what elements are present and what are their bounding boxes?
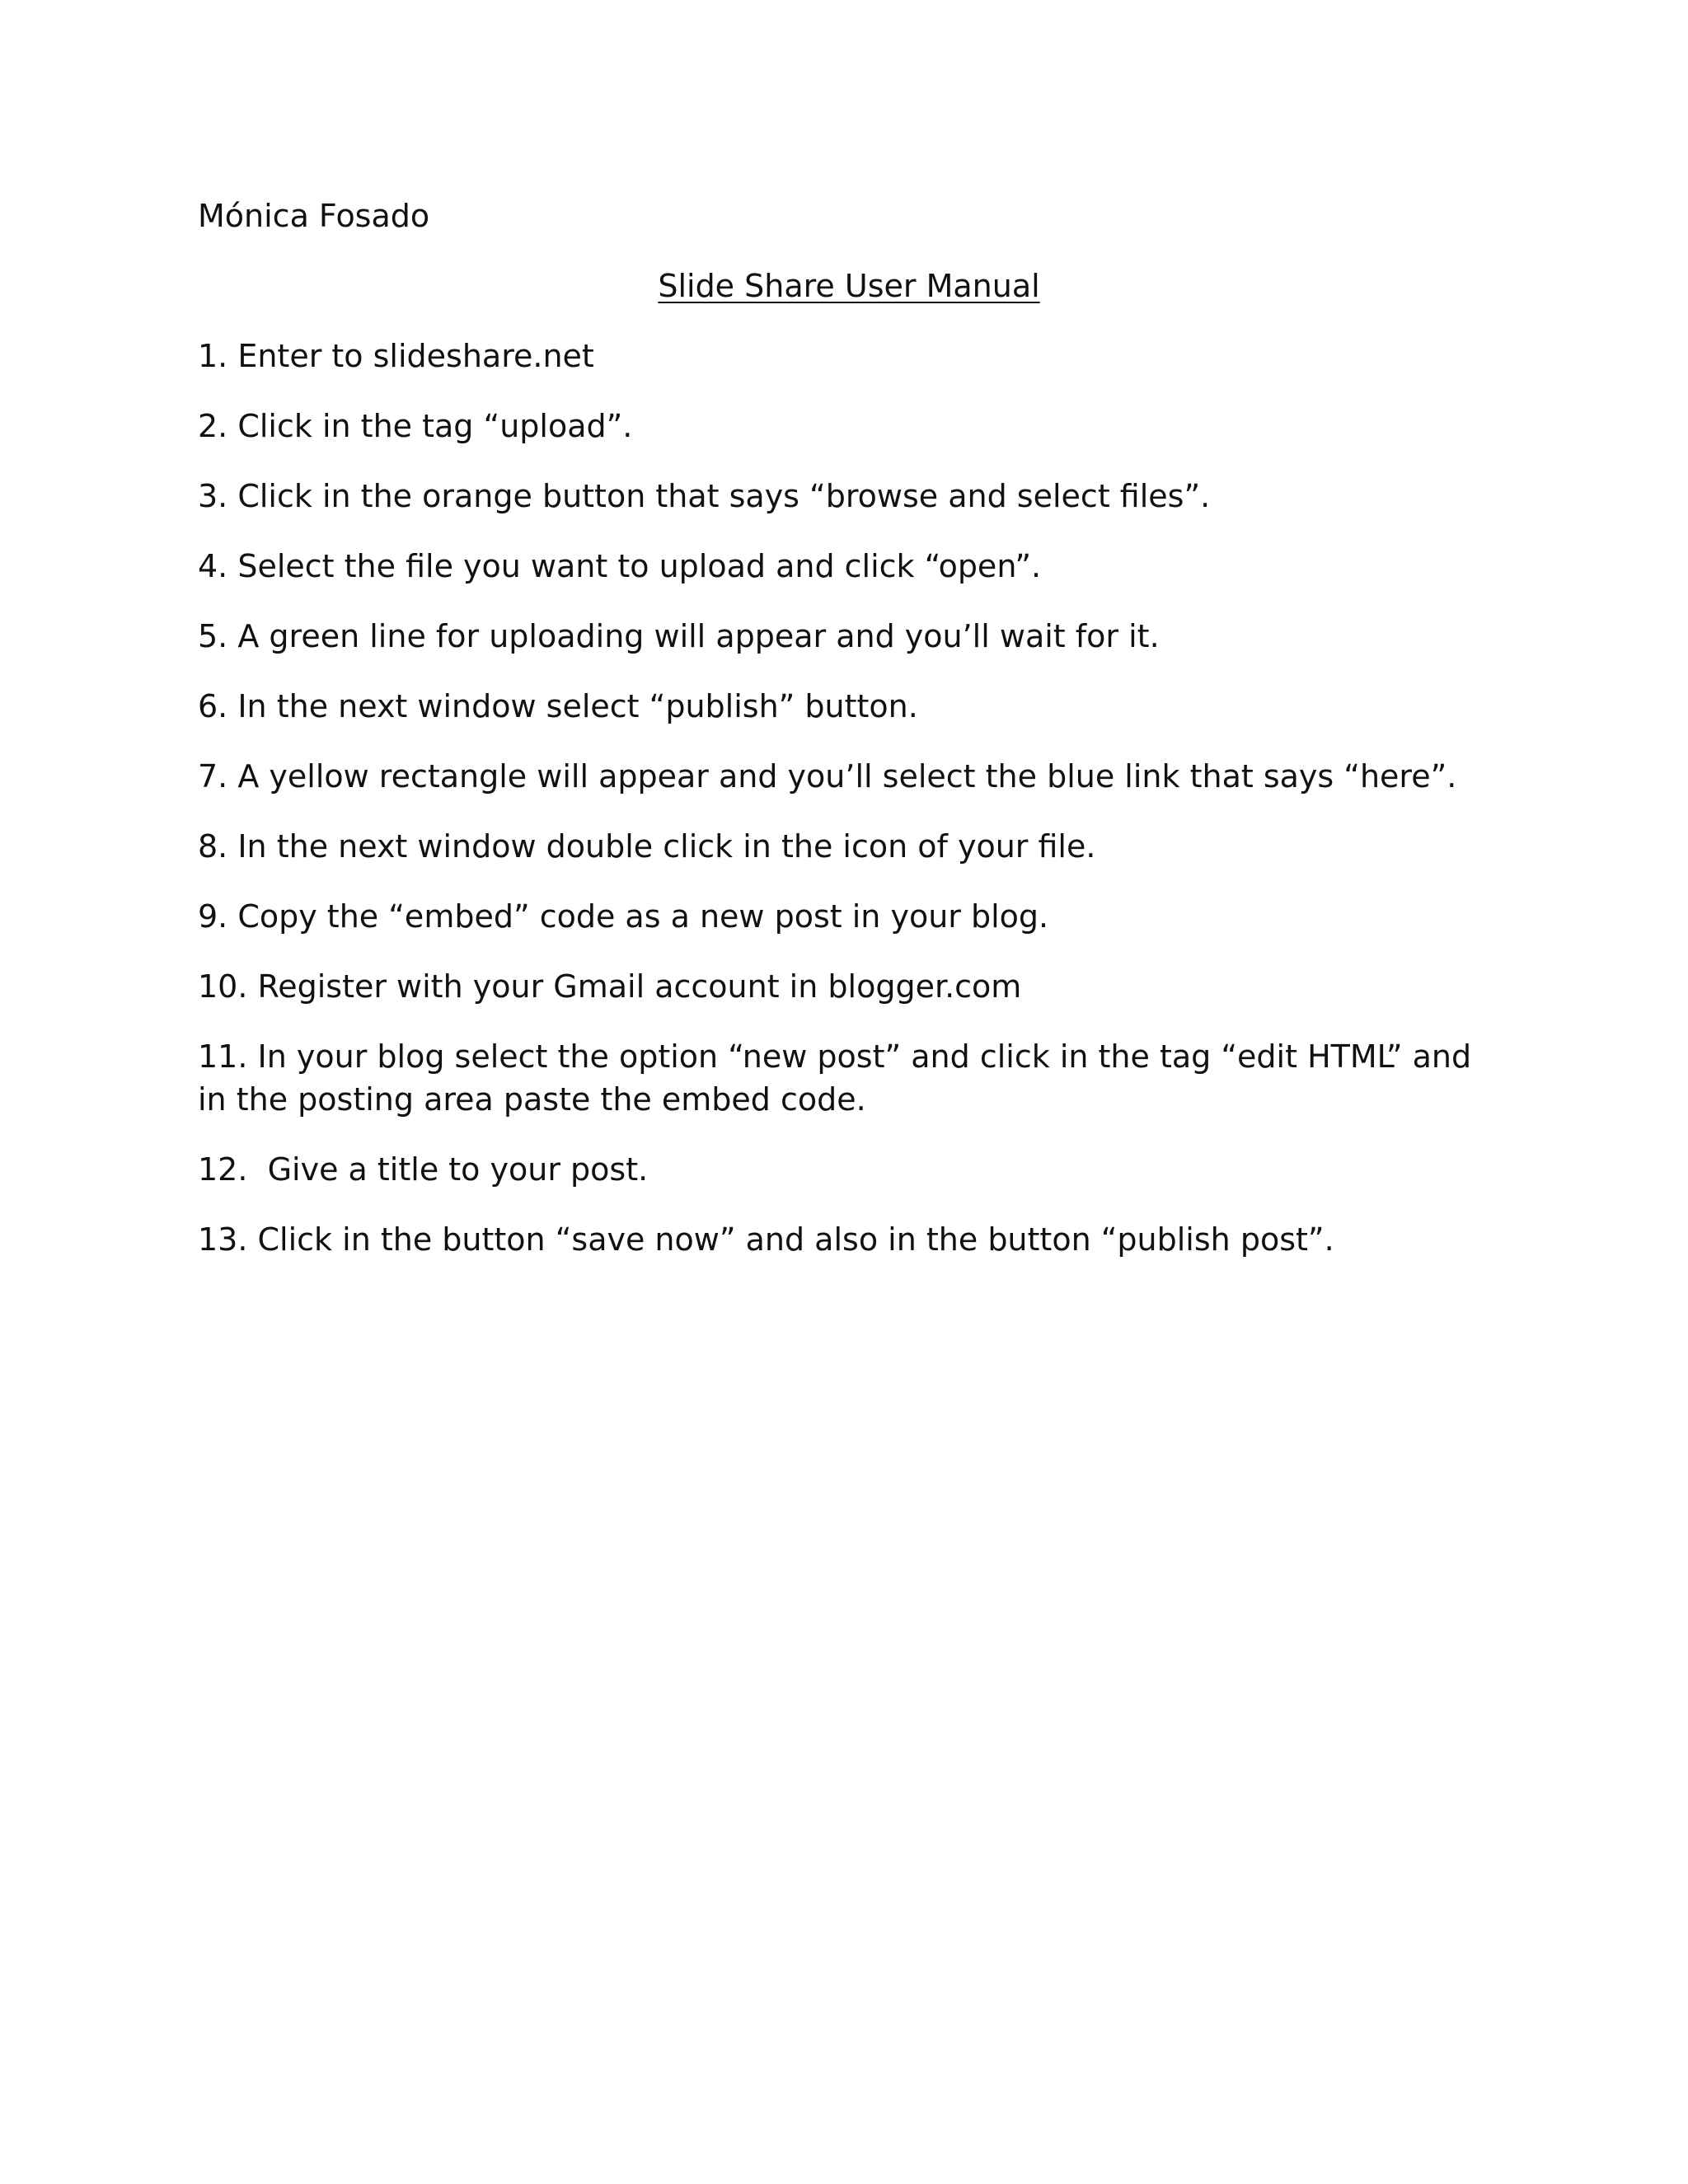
document-body <box>198 194 1500 1261</box>
step-item: 13. Click in the button “save now” and also in the button “publish post”. <box>198 1221 1334 1258</box>
step-item: 12. Give a title to your post. <box>198 1151 649 1188</box>
step-item: 6. In the next window select “publish” button. <box>198 688 918 724</box>
step-item: 2. Click in the tag “upload”. <box>198 408 633 444</box>
step-item: 8. In the next window double click in the icon of your file. <box>198 828 1096 865</box>
step-list <box>198 335 1500 1261</box>
step-item: 11. In your blog select the option “new post” and click in the tag “edit HTML” and in the posting area paste the embed code. <box>198 1038 1472 1118</box>
step-item: 1. Enter to slideshare.net <box>198 338 594 374</box>
author-name: Mónica Fosado <box>198 198 430 234</box>
step-item: 4. Select the file you want to upload and click “open”. <box>198 548 1042 584</box>
step-item: 10. Register with your Gmail account in blogger.com <box>198 968 1022 1005</box>
step-item: 9. Copy the “embed” code as a new post in your blog. <box>198 898 1049 935</box>
step-item: 7. A yellow rectangle will appear and you’ll select the blue link that says “here”. <box>198 758 1457 794</box>
document-title: Slide Share User Manual <box>658 268 1040 304</box>
step-item: 5. A green line for uploading will appear and you’ll wait for it. <box>198 618 1160 654</box>
step-item: 3. Click in the orange button that says “browse and select files”. <box>198 478 1211 514</box>
